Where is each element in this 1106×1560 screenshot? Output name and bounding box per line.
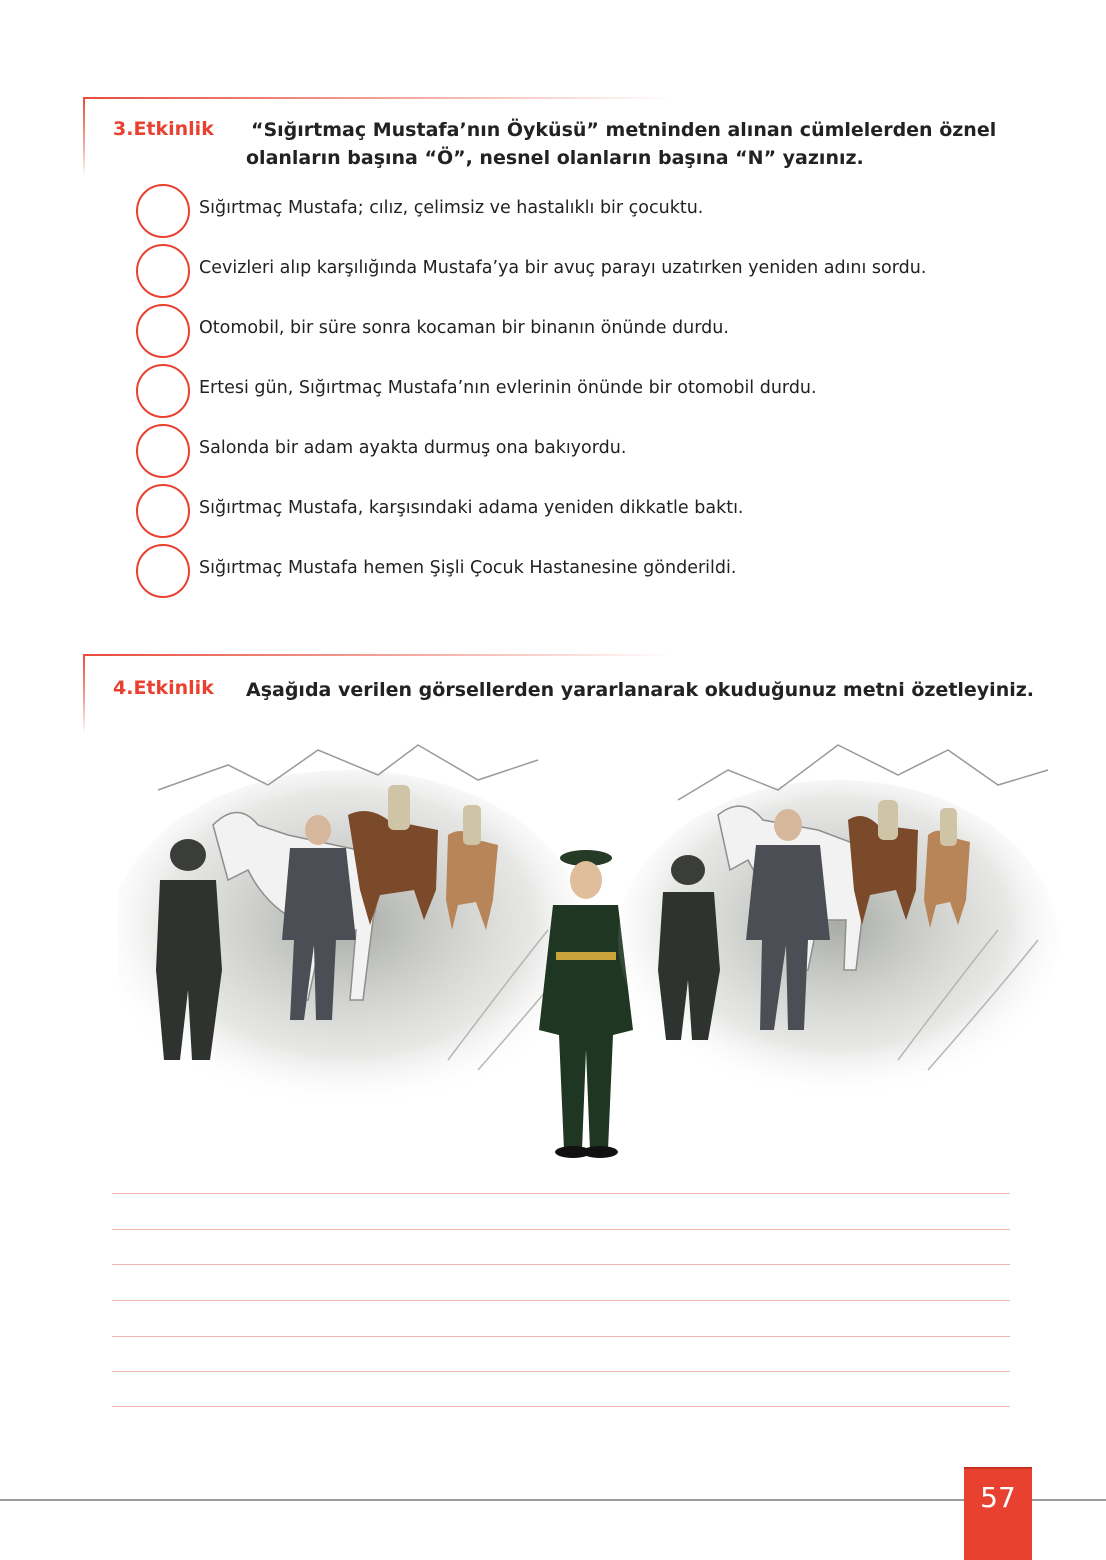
list-item [136, 184, 1036, 238]
frame-left-rule [83, 97, 85, 177]
writing-line [112, 1300, 1010, 1301]
writing-line [112, 1406, 1010, 1407]
page-number: 57 [980, 1481, 1016, 1514]
item-text: Cevizleri alıp karşılığında Mustafa’ya bir avuç parayı uzatırken yeniden adını sordu. [199, 258, 927, 278]
right-scene [618, 745, 1058, 1100]
list-item [136, 364, 1036, 418]
frame-top-rule [83, 654, 673, 656]
item-text: Otomobil, bir süre sonra kocaman bir binanın önünde durdu. [199, 318, 729, 338]
activity4-instruction: Aşağıda verilen görsellerden yararlanarak okuduğunuz metni özetleyiniz. [246, 679, 1035, 701]
writing-line [112, 1193, 1010, 1194]
answer-circle[interactable] [136, 484, 190, 538]
list-item [136, 484, 1036, 538]
list-item [136, 424, 1036, 478]
page-number-box [964, 1467, 1032, 1560]
item-text: Sığırtmaç Mustafa hemen Şişli Çocuk Hastanesine gönderildi. [199, 558, 737, 578]
item-text: Salonda bir adam ayakta durmuş ona bakıyordu. [199, 438, 627, 458]
activity3-label: 3.Etkinlik [113, 118, 214, 140]
activity3-instruction-line1: “Sığırtmaç Mustafa’nın Öyküsü” metninden alınan cümlelerden öznel [251, 119, 997, 141]
item-text: Sığırtmaç Mustafa; cılız, çelimsiz ve hastalıklı bir çocuktu. [199, 198, 704, 218]
answer-circle[interactable] [136, 544, 190, 598]
answer-circle[interactable] [136, 184, 190, 238]
story-illustration [118, 730, 1078, 1160]
frame-left-rule [83, 654, 85, 734]
writing-line [112, 1229, 1010, 1230]
activity3-instruction-line2: olanların başına “Ö”, nesnel olanların başına “N” yazınız. [246, 147, 864, 169]
item-text: Ertesi gün, Sığırtmaç Mustafa’nın evlerinin önünde bir otomobil durdu. [199, 378, 817, 398]
list-item [136, 304, 1036, 358]
answer-circle[interactable] [136, 244, 190, 298]
answer-circle[interactable] [136, 364, 190, 418]
writing-line [112, 1371, 1010, 1372]
writing-line [112, 1336, 1010, 1337]
frame-top-rule [83, 97, 673, 99]
activity4-label: 4.Etkinlik [113, 677, 214, 699]
left-scene [118, 745, 588, 1110]
item-text: Sığırtmaç Mustafa, karşısındaki adama yeniden dikkatle baktı. [199, 498, 744, 518]
page-box-edge [964, 1467, 1032, 1469]
list-item [136, 544, 1036, 598]
activity3-instruction [246, 116, 996, 172]
list-item [136, 244, 1036, 298]
footer-rule [0, 1499, 1106, 1501]
writing-line [112, 1264, 1010, 1265]
answer-circle[interactable] [136, 304, 190, 358]
answer-circle[interactable] [136, 424, 190, 478]
